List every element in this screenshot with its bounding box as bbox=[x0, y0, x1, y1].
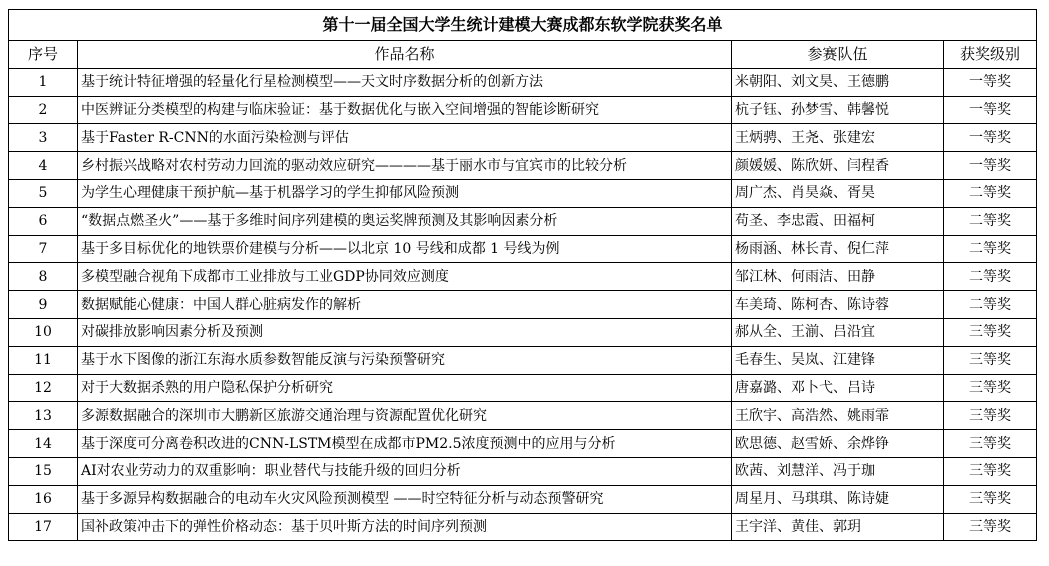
row-work: 多模型融合视角下成都市工业排放与工业GDP协同效应测度 bbox=[78, 263, 732, 291]
row-work: 中医辨证分类模型的构建与临床验证：基于数据优化与嵌入空间增强的智能诊断研究 bbox=[78, 96, 732, 124]
row-index: 2 bbox=[9, 96, 78, 124]
row-index: 9 bbox=[9, 291, 78, 319]
table-row bbox=[9, 207, 1037, 235]
table-row bbox=[9, 318, 1037, 346]
row-level: 二等奖 bbox=[944, 179, 1037, 207]
row-work: 多源数据融合的深圳市大鹏新区旅游交通治理与资源配置优化研究 bbox=[78, 402, 732, 430]
row-level: 三等奖 bbox=[944, 346, 1037, 374]
row-team: 邹江林、何雨洁、田静 bbox=[732, 263, 944, 291]
row-team: 杨雨涵、林长青、倪仁萍 bbox=[732, 235, 944, 263]
row-index: 13 bbox=[9, 402, 78, 430]
header-row bbox=[9, 41, 1037, 69]
table-row bbox=[9, 96, 1037, 124]
row-work: 数据赋能心健康：中国人群心脏病发作的解析 bbox=[78, 291, 732, 319]
row-work: 基于深度可分离卷积改进的CNN-LSTM模型在成都市PM2.5浓度预测中的应用与分析 bbox=[78, 430, 732, 458]
header-team: 参赛队伍 bbox=[732, 41, 944, 69]
row-team: 郝从全、王湔、吕沿宜 bbox=[732, 318, 944, 346]
row-team: 杭子钰、孙梦雪、韩馨悦 bbox=[732, 96, 944, 124]
row-team: 毛春生、吴岚、江建锋 bbox=[732, 346, 944, 374]
row-team: 周星月、马琪琪、陈诗婕 bbox=[732, 485, 944, 513]
table-row bbox=[9, 263, 1037, 291]
row-index: 7 bbox=[9, 235, 78, 263]
row-index: 11 bbox=[9, 346, 78, 374]
row-level: 一等奖 bbox=[944, 96, 1037, 124]
row-team: 周广杰、肖昊焱、胥昊 bbox=[732, 179, 944, 207]
row-team: 米朝阳、刘文昊、王德鹏 bbox=[732, 68, 944, 96]
table-row bbox=[9, 457, 1037, 485]
row-team: 欧思德、赵雪娇、余烨铮 bbox=[732, 430, 944, 458]
table-row bbox=[9, 402, 1037, 430]
row-index: 3 bbox=[9, 124, 78, 152]
award-rows bbox=[9, 68, 1037, 541]
table-row bbox=[9, 430, 1037, 458]
row-team: 唐嘉潞、邓卜弋、吕诗 bbox=[732, 374, 944, 402]
row-team: 颜媛媛、陈欣妍、闫程香 bbox=[732, 152, 944, 180]
row-work: 乡村振兴战略对农村劳动力回流的驱动效应研究————基于丽水市与宜宾市的比较分析 bbox=[78, 152, 732, 180]
row-index: 8 bbox=[9, 263, 78, 291]
header-work: 作品名称 bbox=[78, 41, 732, 69]
table-row bbox=[9, 235, 1037, 263]
table-title: 第十一届全国大学生统计建模大赛成都东软学院获奖名单 bbox=[9, 10, 1037, 41]
row-level: 三等奖 bbox=[944, 485, 1037, 513]
table-row bbox=[9, 374, 1037, 402]
table-row bbox=[9, 68, 1037, 96]
row-work: 国补政策冲击下的弹性价格动态：基于贝叶斯方法的时间序列预测 bbox=[78, 513, 732, 541]
row-index: 14 bbox=[9, 430, 78, 458]
row-level: 二等奖 bbox=[944, 235, 1037, 263]
table-row bbox=[9, 485, 1037, 513]
award-table bbox=[8, 9, 1037, 541]
row-level: 三等奖 bbox=[944, 457, 1037, 485]
row-team: 王宇洋、黄佳、郭玥 bbox=[732, 513, 944, 541]
row-work: 基于统计特征增强的轻量化行星检测模型——天文时序数据分析的创新方法 bbox=[78, 68, 732, 96]
header-level: 获奖级别 bbox=[944, 41, 1037, 69]
row-work: 为学生心理健康干预护航—基于机器学习的学生抑郁风险预测 bbox=[78, 179, 732, 207]
row-index: 16 bbox=[9, 485, 78, 513]
row-work: “数据点燃圣火”——基于多维时间序列建模的奥运奖牌预测及其影响因素分析 bbox=[78, 207, 732, 235]
header-index: 序号 bbox=[9, 41, 78, 69]
row-index: 6 bbox=[9, 207, 78, 235]
title-row bbox=[9, 10, 1037, 41]
row-team: 王炳骋、王尧、张建宏 bbox=[732, 124, 944, 152]
row-work: 基于多目标优化的地铁票价建模与分析——以北京 10 号线和成都 1 号线为例 bbox=[78, 235, 732, 263]
row-level: 三等奖 bbox=[944, 513, 1037, 541]
row-index: 10 bbox=[9, 318, 78, 346]
row-index: 12 bbox=[9, 374, 78, 402]
row-work: 对碳排放影响因素分析及预测 bbox=[78, 318, 732, 346]
row-work: 基于水下图像的浙江东海水质参数智能反演与污染预警研究 bbox=[78, 346, 732, 374]
row-work: AI对农业劳动力的双重影响：职业替代与技能升级的回归分析 bbox=[78, 457, 732, 485]
table-row bbox=[9, 179, 1037, 207]
row-level: 三等奖 bbox=[944, 374, 1037, 402]
table-row bbox=[9, 152, 1037, 180]
row-level: 一等奖 bbox=[944, 152, 1037, 180]
row-work: 基于Faster R-CNN的水面污染检测与评估 bbox=[78, 124, 732, 152]
row-team: 欧茜、刘慧洋、冯于珈 bbox=[732, 457, 944, 485]
row-level: 三等奖 bbox=[944, 318, 1037, 346]
row-level: 二等奖 bbox=[944, 263, 1037, 291]
row-index: 5 bbox=[9, 179, 78, 207]
row-level: 二等奖 bbox=[944, 291, 1037, 319]
row-level: 一等奖 bbox=[944, 124, 1037, 152]
row-team: 苟圣、李忠霞、田福柯 bbox=[732, 207, 944, 235]
row-index: 17 bbox=[9, 513, 78, 541]
row-level: 二等奖 bbox=[944, 207, 1037, 235]
row-work: 对于大数据杀熟的用户隐私保护分析研究 bbox=[78, 374, 732, 402]
row-work: 基于多源异构数据融合的电动车火灾风险预测模型 ——时空特征分析与动态预警研究 bbox=[78, 485, 732, 513]
row-level: 三等奖 bbox=[944, 430, 1037, 458]
row-level: 一等奖 bbox=[944, 68, 1037, 96]
row-level: 三等奖 bbox=[944, 402, 1037, 430]
table-row bbox=[9, 513, 1037, 541]
row-index: 15 bbox=[9, 457, 78, 485]
table-row bbox=[9, 346, 1037, 374]
table-row bbox=[9, 291, 1037, 319]
row-team: 王欣宇、高浩然、姚雨霏 bbox=[732, 402, 944, 430]
row-team: 车美琦、陈柯杏、陈诗蓉 bbox=[732, 291, 944, 319]
row-index: 4 bbox=[9, 152, 78, 180]
row-index: 1 bbox=[9, 68, 78, 96]
table-row bbox=[9, 124, 1037, 152]
